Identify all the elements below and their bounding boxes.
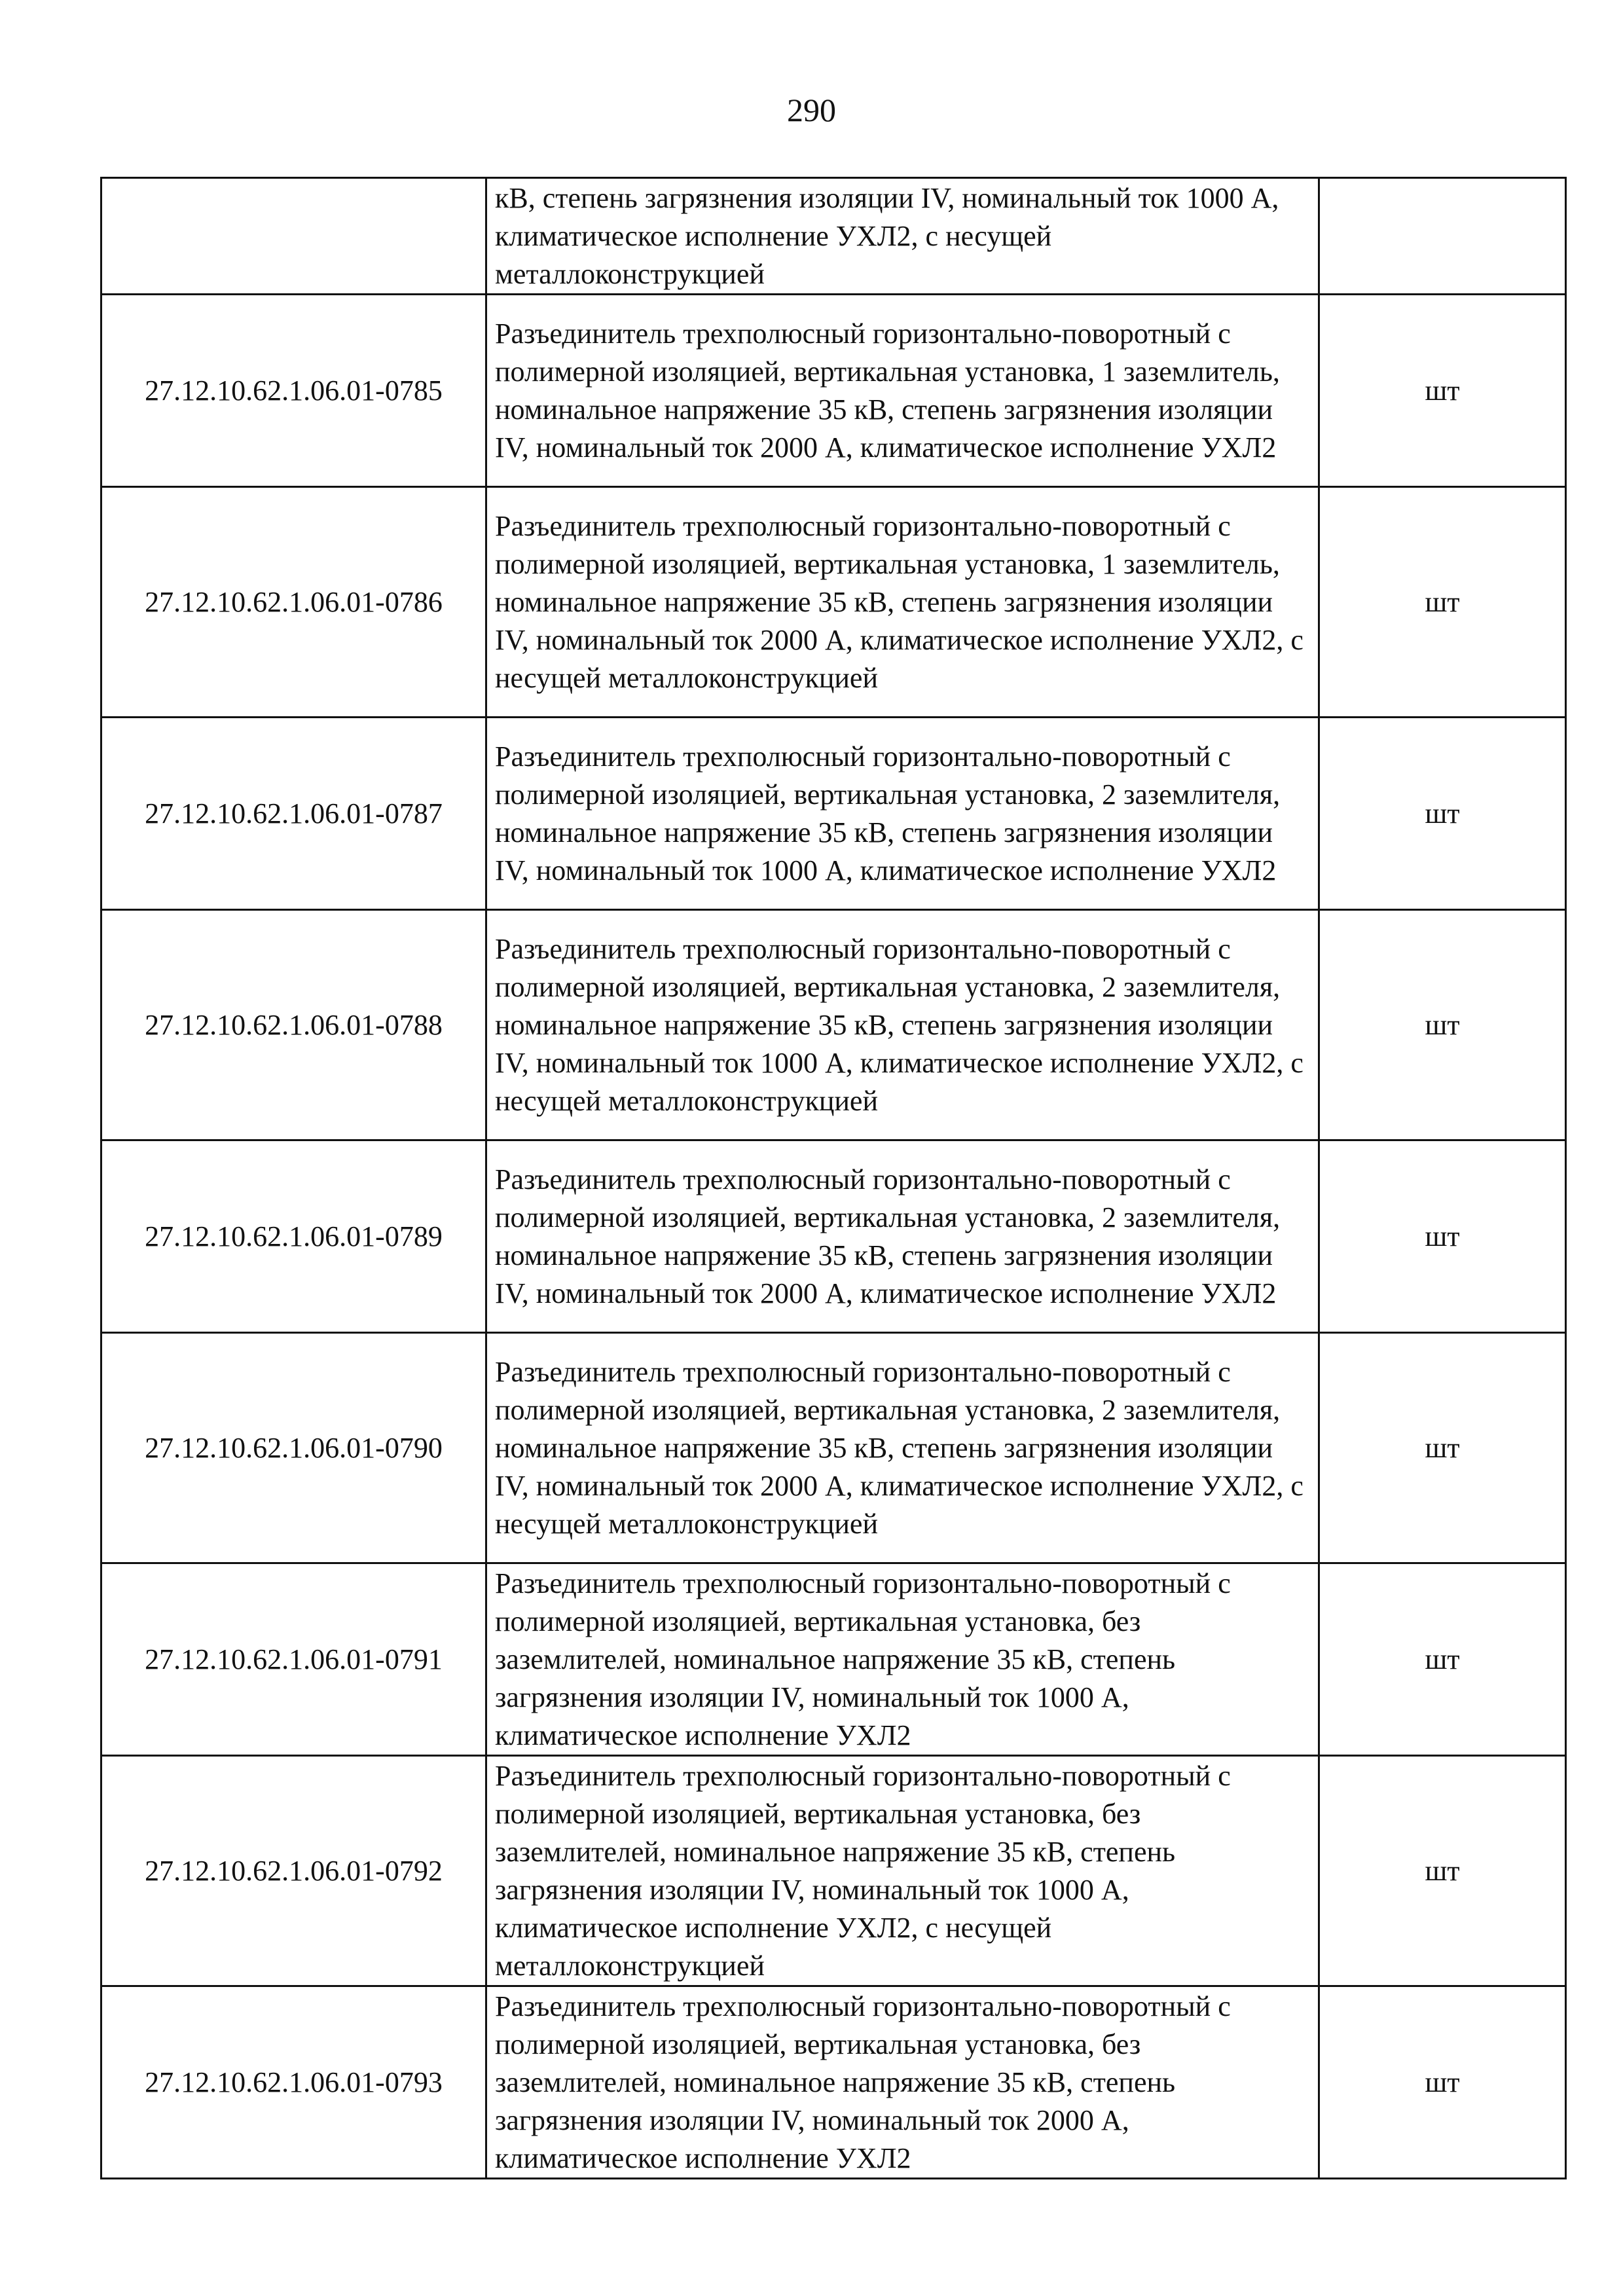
item-code <box>101 178 486 295</box>
item-unit <box>1319 178 1566 295</box>
item-description: Разъединитель трехполюсный горизонтально-поворотный с полимерной изоляцией, вертикальная установка, 2 заземлителя, номинальное напряжение 35 кВ, степень загрязнения изоляции IV, номинальный ток 2000 А, климатическое исполнение УХЛ2, с несущей металлоконструкцией <box>486 1333 1319 1563</box>
item-unit: шт <box>1319 1756 1566 1986</box>
item-code: 27.12.10.62.1.06.01-0791 <box>101 1563 486 1756</box>
item-unit: шт <box>1319 1140 1566 1333</box>
item-code: 27.12.10.62.1.06.01-0793 <box>101 1986 486 2179</box>
item-description: Разъединитель трехполюсный горизонтально-поворотный с полимерной изоляцией, вертикальная установка, 2 заземлителя, номинальное напряжение 35 кВ, степень загрязнения изоляции IV, номинальный ток 1000 А, климатическое исполнение УХЛ2, с несущей металлоконструкцией <box>486 910 1319 1140</box>
item-code: 27.12.10.62.1.06.01-0790 <box>101 1333 486 1563</box>
table-row <box>101 487 1566 718</box>
item-unit: шт <box>1319 1563 1566 1756</box>
item-description: Разъединитель трехполюсный горизонтально-поворотный с полимерной изоляцией, вертикальная установка, 1 заземлитель, номинальное напряжение 35 кВ, степень загрязнения изоляции IV, номинальный ток 2000 А, климатическое исполнение УХЛ2, с несущей металлоконструкцией <box>486 487 1319 718</box>
table-row <box>101 1333 1566 1563</box>
item-description: Разъединитель трехполюсный горизонтально-поворотный с полимерной изоляцией, вертикальная установка, без заземлителей, номинальное напряжение 35 кВ, степень загрязнения изоляции IV, номинальный ток 2000 А, климатическое исполнение УХЛ2 <box>486 1986 1319 2179</box>
item-code: 27.12.10.62.1.06.01-0786 <box>101 487 486 718</box>
item-description: Разъединитель трехполюсный горизонтально-поворотный с полимерной изоляцией, вертикальная установка, 2 заземлителя, номинальное напряжение 35 кВ, степень загрязнения изоляции IV, номинальный ток 1000 А, климатическое исполнение УХЛ2 <box>486 718 1319 910</box>
item-description: кВ, степень загрязнения изоляции IV, номинальный ток 1000 А, климатическое исполнение УХЛ2, с несущей металлоконструкцией <box>486 178 1319 295</box>
item-unit: шт <box>1319 910 1566 1140</box>
item-code: 27.12.10.62.1.06.01-0785 <box>101 295 486 487</box>
table-row <box>101 1986 1566 2179</box>
item-description: Разъединитель трехполюсный горизонтально-поворотный с полимерной изоляцией, вертикальная установка, без заземлителей, номинальное напряжение 35 кВ, степень загрязнения изоляции IV, номинальный ток 1000 А, климатическое исполнение УХЛ2, с несущей металлоконструкцией <box>486 1756 1319 1986</box>
table-row <box>101 295 1566 487</box>
item-description: Разъединитель трехполюсный горизонтально-поворотный с полимерной изоляцией, вертикальная установка, 2 заземлителя, номинальное напряжение 35 кВ, степень загрязнения изоляции IV, номинальный ток 2000 А, климатическое исполнение УХЛ2 <box>486 1140 1319 1333</box>
table-row <box>101 1140 1566 1333</box>
table-row <box>101 718 1566 910</box>
item-unit: шт <box>1319 1333 1566 1563</box>
item-unit: шт <box>1319 487 1566 718</box>
item-code: 27.12.10.62.1.06.01-0792 <box>101 1756 486 1986</box>
item-code: 27.12.10.62.1.06.01-0787 <box>101 718 486 910</box>
table-row <box>101 178 1566 295</box>
table-row <box>101 910 1566 1140</box>
item-code: 27.12.10.62.1.06.01-0789 <box>101 1140 486 1333</box>
item-unit: шт <box>1319 1986 1566 2179</box>
item-description: Разъединитель трехполюсный горизонтально-поворотный с полимерной изоляцией, вертикальная установка, 1 заземлитель, номинальное напряжение 35 кВ, степень загрязнения изоляции IV, номинальный ток 2000 А, климатическое исполнение УХЛ2 <box>486 295 1319 487</box>
item-unit: шт <box>1319 295 1566 487</box>
table-row <box>101 1756 1566 1986</box>
table-row <box>101 1563 1566 1756</box>
page-number: 290 <box>787 92 836 128</box>
item-unit: шт <box>1319 718 1566 910</box>
item-code: 27.12.10.62.1.06.01-0788 <box>101 910 486 1140</box>
resource-table <box>100 177 1567 2179</box>
item-description: Разъединитель трехполюсный горизонтально-поворотный с полимерной изоляцией, вертикальная установка, без заземлителей, номинальное напряжение 35 кВ, степень загрязнения изоляции IV, номинальный ток 1000 А, климатическое исполнение УХЛ2 <box>486 1563 1319 1756</box>
